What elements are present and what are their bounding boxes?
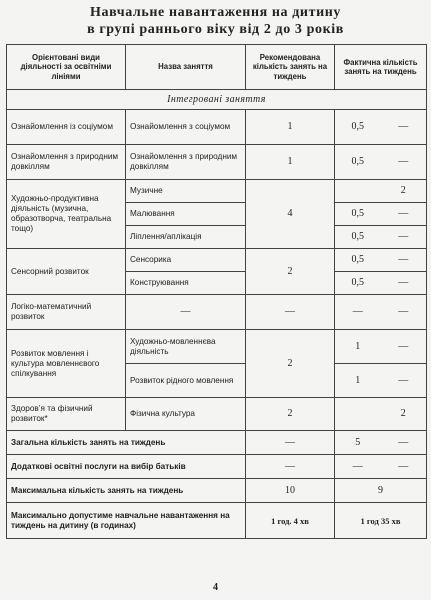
actual-count-b: — bbox=[381, 330, 427, 364]
actual-count-a: — bbox=[335, 295, 381, 330]
summary-row-total bbox=[7, 431, 427, 455]
summary-row-extra bbox=[7, 455, 427, 479]
table-row bbox=[7, 249, 427, 272]
extra-services-label: Додаткові освітні послуги на вибір батьків bbox=[7, 455, 246, 479]
actual-count-b: — bbox=[381, 226, 427, 249]
recommended-count: 2 bbox=[246, 398, 335, 431]
actual-count-b: 2 bbox=[381, 398, 427, 431]
max-load-actual: 1 год 35 хв bbox=[335, 503, 427, 539]
max-load-recommended: 1 год. 4 хв bbox=[246, 503, 335, 539]
actual-count-a: 0,5 bbox=[335, 226, 381, 249]
actual-count-a: 0,5 bbox=[335, 145, 381, 180]
actual-count-b: — bbox=[381, 272, 427, 295]
lesson-name: Ліплення/аплікація bbox=[126, 226, 246, 249]
actual-count-b: — bbox=[381, 145, 427, 180]
max-recommended: 10 bbox=[246, 479, 335, 503]
lesson-name: Ознайомлення з природним довкіллям bbox=[126, 145, 246, 180]
table-row bbox=[7, 145, 427, 180]
header-actual-count: Фактична кількість занять на тиждень bbox=[335, 45, 427, 90]
activity-area: Ознайомлення із соціумом bbox=[7, 110, 126, 145]
title-line-2: в групі раннього віку від 2 до 3 років bbox=[87, 22, 344, 37]
recommended-count: 4 bbox=[246, 180, 335, 249]
extra-actual-a: — bbox=[335, 455, 381, 479]
activity-area: Здоров’я та фізичний розвиток* bbox=[7, 398, 126, 431]
activity-area: Сенсорний розвиток bbox=[7, 249, 126, 295]
total-recommended: — bbox=[246, 431, 335, 455]
actual-count-b: — bbox=[381, 203, 427, 226]
lesson-name: Конструювання bbox=[126, 272, 246, 295]
lesson-name: — bbox=[126, 295, 246, 330]
table-row bbox=[7, 330, 427, 364]
actual-count-a bbox=[335, 180, 381, 203]
lesson-name: Художньо-мовленнєва діяльність bbox=[126, 330, 246, 364]
recommended-count: 2 bbox=[246, 330, 335, 398]
total-lessons-label: Загальна кількість занять на тиждень bbox=[7, 431, 246, 455]
lesson-name: Розвиток рідного мовлення bbox=[126, 364, 246, 398]
max-lessons-label: Максимальна кількість занять на тиждень bbox=[7, 479, 246, 503]
recommended-count: 1 bbox=[246, 145, 335, 180]
header-recommended-count: Рекомендована кількість занять на тиждень bbox=[246, 45, 335, 90]
activity-area: Художньо-продуктивна діяльність (музична, образотворча, театральна тощо) bbox=[7, 180, 126, 249]
table-row bbox=[7, 295, 427, 330]
actual-count-a: 0,5 bbox=[335, 249, 381, 272]
extra-actual-b: — bbox=[381, 455, 427, 479]
actual-count-a: 1 bbox=[335, 330, 381, 364]
lesson-name: Сенсорика bbox=[126, 249, 246, 272]
table-row bbox=[7, 110, 427, 145]
section-row bbox=[7, 90, 427, 110]
max-load-label: Максимально допустиме навчальне навантаження на тиждень на дитину (в годинах) bbox=[7, 503, 246, 539]
lesson-name: Малювання bbox=[126, 203, 246, 226]
actual-count-a bbox=[335, 398, 381, 431]
extra-recommended: — bbox=[246, 455, 335, 479]
summary-row-max bbox=[7, 479, 427, 503]
activity-area: Розвиток мовлення і культура мовленнєвого спілкування bbox=[7, 330, 126, 398]
actual-count-a: 0,5 bbox=[335, 110, 381, 145]
actual-count-b: — bbox=[381, 110, 427, 145]
lesson-name: Музичне bbox=[126, 180, 246, 203]
activity-area: Логіко-математичний розвиток bbox=[7, 295, 126, 330]
lesson-name: Фізична культура bbox=[126, 398, 246, 431]
actual-count-a: 1 bbox=[335, 364, 381, 398]
lesson-name: Ознайомлення з соціумом bbox=[126, 110, 246, 145]
recommended-count: 2 bbox=[246, 249, 335, 295]
recommended-count: — bbox=[246, 295, 335, 330]
table-row bbox=[7, 180, 427, 203]
summary-row-load bbox=[7, 503, 427, 539]
table-row bbox=[7, 398, 427, 431]
actual-count-a: 0,5 bbox=[335, 203, 381, 226]
actual-count-b: — bbox=[381, 295, 427, 330]
actual-count-b: 2 bbox=[381, 180, 427, 203]
actual-count-b: — bbox=[381, 249, 427, 272]
section-label: Інтегровані заняття bbox=[7, 90, 427, 110]
recommended-count: 1 bbox=[246, 110, 335, 145]
actual-count-b: — bbox=[381, 364, 427, 398]
activity-area: Ознайомлення з природним довкіллям bbox=[7, 145, 126, 180]
page-number: 4 bbox=[213, 582, 218, 593]
workload-table bbox=[6, 44, 427, 539]
total-actual-b: — bbox=[381, 431, 427, 455]
title-line-1: Навчальне навантаження на дитину bbox=[89, 5, 342, 20]
header-row bbox=[7, 45, 427, 90]
page-title bbox=[0, 4, 431, 38]
max-actual: 9 bbox=[335, 479, 427, 503]
header-lesson-name: Назва заняття bbox=[126, 45, 246, 90]
actual-count-a: 0,5 bbox=[335, 272, 381, 295]
header-activity-areas: Орієнтовані види діяльності за освітніми лініями bbox=[7, 45, 126, 90]
total-actual-a: 5 bbox=[335, 431, 381, 455]
